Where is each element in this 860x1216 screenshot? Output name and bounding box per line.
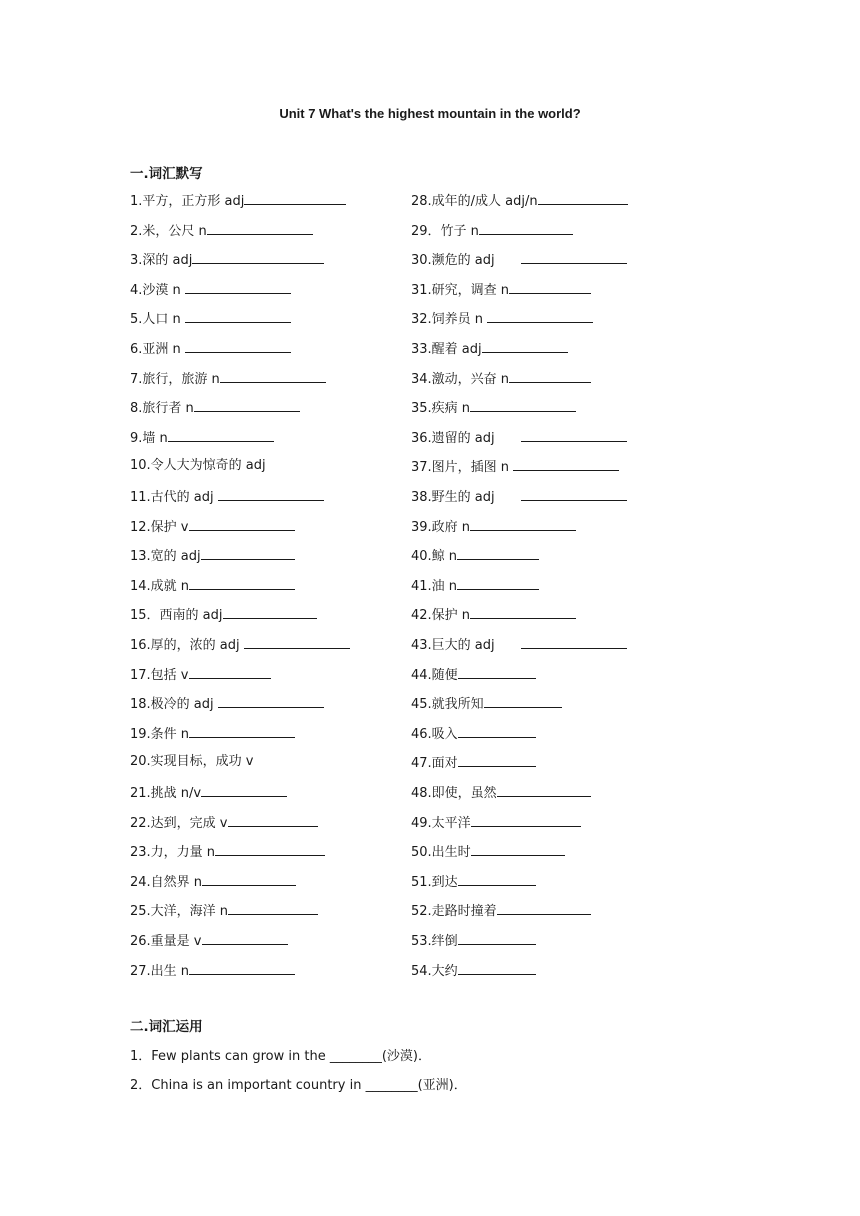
answer-blank[interactable]	[202, 930, 288, 945]
answer-blank[interactable]	[509, 368, 591, 383]
answer-blank[interactable]	[202, 871, 296, 886]
answer-blank[interactable]	[207, 220, 313, 235]
vocab-row	[0, 545, 860, 565]
vocab-prompt: 41.油 n	[411, 579, 458, 594]
vocab-row	[0, 368, 860, 388]
vocab-prompt: 44.随便	[411, 668, 458, 683]
vocab-item	[411, 368, 591, 390]
vocab-row	[0, 693, 860, 713]
vocab-item	[411, 308, 593, 330]
vocab-item	[130, 575, 295, 597]
vocab-item	[411, 220, 573, 242]
vocab-item	[130, 664, 271, 686]
vocab-prompt: 33.醒着 adj	[411, 342, 482, 357]
vocab-item	[411, 752, 536, 774]
vocab-item	[411, 604, 576, 626]
answer-blank[interactable]	[189, 723, 295, 738]
vocab-prompt: 5.人口 n	[130, 312, 185, 327]
vocab-prompt: 31.研究，调查 n	[411, 283, 510, 298]
vocab-row	[0, 930, 860, 950]
vocab-prompt: 43.巨大的 adj	[411, 638, 521, 653]
answer-blank[interactable]	[479, 220, 573, 235]
exercise-item: 2．China is an important country in ________(亚洲)．	[130, 1078, 467, 1093]
vocab-prompt: 21.挑战 n/v	[130, 786, 202, 801]
section-heading-vocab-usage: 二.词汇运用	[130, 1019, 203, 1035]
answer-blank[interactable]	[218, 486, 324, 501]
vocab-row	[0, 723, 860, 743]
vocab-row	[0, 249, 860, 269]
vocab-item	[130, 486, 324, 508]
vocab-item	[130, 960, 295, 982]
exercise-item: 1．Few plants can grow in the ________(沙漠)．	[130, 1049, 431, 1064]
vocab-prompt: 15．西南的 adj	[130, 608, 223, 623]
answer-blank[interactable]	[244, 190, 346, 205]
vocab-prompt: 28.成年的/成人 adj/n	[411, 194, 538, 209]
vocab-row	[0, 812, 860, 832]
vocab-prompt: 30.濒危的 adj	[411, 253, 521, 268]
vocab-item	[130, 190, 346, 212]
vocab-row	[0, 308, 860, 328]
vocab-item	[411, 900, 591, 922]
vocab-prompt: 19.条件 n	[130, 727, 190, 742]
vocab-prompt: 12.保护 v	[130, 520, 189, 535]
vocab-item	[411, 397, 576, 419]
answer-blank[interactable]	[521, 249, 627, 264]
answer-blank[interactable]	[189, 960, 295, 975]
answer-blank[interactable]	[168, 427, 274, 442]
answer-blank[interactable]	[470, 397, 576, 412]
answer-blank[interactable]	[471, 812, 581, 827]
answer-blank[interactable]	[218, 693, 324, 708]
vocab-item	[411, 634, 627, 656]
vocab-prompt: 17.包括 v	[130, 668, 189, 683]
answer-blank[interactable]	[215, 841, 325, 856]
answer-blank[interactable]	[521, 486, 627, 501]
vocab-item	[411, 249, 627, 271]
answer-blank[interactable]	[458, 930, 536, 945]
vocab-row	[0, 575, 860, 595]
vocab-item	[130, 220, 313, 242]
vocab-prompt: 7.旅行，旅游 n	[130, 372, 220, 387]
vocab-item	[130, 427, 274, 449]
answer-blank[interactable]	[458, 752, 536, 767]
vocab-row	[0, 279, 860, 299]
vocab-prompt: 38.野生的 adj	[411, 490, 521, 505]
vocab-prompt: 16.厚的，浓的 adj	[130, 638, 244, 653]
vocab-row	[0, 664, 860, 684]
answer-blank[interactable]	[189, 664, 271, 679]
answer-blank[interactable]	[458, 723, 536, 738]
vocab-prompt: 39.政府 n	[411, 520, 471, 535]
vocab-prompt: 4.沙漠 n	[130, 283, 185, 298]
answer-blank[interactable]	[471, 841, 565, 856]
answer-blank[interactable]	[189, 516, 295, 531]
answer-blank[interactable]	[201, 545, 295, 560]
vocab-item	[411, 338, 568, 360]
vocab-prompt: 20.实现目标，成功 v	[130, 754, 254, 769]
vocab-item	[130, 841, 325, 863]
vocab-prompt: 9.墙 n	[130, 431, 168, 446]
answer-blank[interactable]	[521, 427, 627, 442]
answer-blank[interactable]	[497, 782, 591, 797]
vocab-prompt: 36.遗留的 adj	[411, 431, 521, 446]
vocab-prompt: 24.自然界 n	[130, 875, 203, 890]
answer-blank[interactable]	[509, 279, 591, 294]
vocab-item	[130, 308, 291, 330]
vocab-item	[130, 249, 324, 271]
answer-blank[interactable]	[228, 812, 318, 827]
vocab-item	[411, 782, 591, 804]
vocab-prompt: 27.出生 n	[130, 964, 190, 979]
vocab-item	[411, 575, 539, 597]
vocab-row	[0, 516, 860, 536]
answer-blank[interactable]	[185, 308, 291, 323]
vocab-item	[130, 634, 350, 656]
vocab-prompt: 22.达到，完成 v	[130, 816, 228, 831]
vocab-prompt: 52.走路时撞着	[411, 904, 497, 919]
vocab-prompt: 26.重量是 v	[130, 934, 202, 949]
answer-blank[interactable]	[185, 279, 291, 294]
answer-blank[interactable]	[223, 604, 317, 619]
vocab-item	[130, 516, 295, 538]
vocab-prompt: 32.饲养员 n	[411, 312, 488, 327]
vocab-row	[0, 338, 860, 358]
vocab-prompt: 48.即使，虽然	[411, 786, 497, 801]
vocab-item	[411, 427, 627, 449]
vocab-prompt: 40.鲸 n	[411, 549, 458, 564]
vocab-row	[0, 900, 860, 920]
vocab-prompt: 53.绊倒	[411, 934, 458, 949]
vocab-item	[411, 693, 562, 715]
answer-blank[interactable]	[201, 782, 287, 797]
answer-blank[interactable]	[470, 604, 576, 619]
vocab-prompt: 25.大洋，海洋 n	[130, 904, 229, 919]
vocab-item	[411, 516, 576, 538]
vocab-item	[411, 871, 536, 893]
answer-blank[interactable]	[538, 190, 628, 205]
vocab-prompt: 2.米，公尺 n	[130, 224, 207, 239]
vocab-item	[130, 338, 291, 360]
vocab-prompt: 8.旅行者 n	[130, 401, 194, 416]
vocab-item	[411, 545, 539, 567]
answer-blank[interactable]	[189, 575, 295, 590]
vocab-row	[0, 486, 860, 506]
vocab-item	[411, 279, 591, 301]
vocab-row	[0, 220, 860, 240]
vocab-item	[130, 812, 318, 834]
vocab-item	[411, 930, 536, 952]
answer-blank[interactable]	[194, 397, 300, 412]
vocab-item	[130, 900, 318, 922]
vocab-prompt: 3.深的 adj	[130, 253, 193, 268]
vocab-item	[411, 190, 628, 212]
answer-blank[interactable]	[497, 900, 591, 915]
answer-blank[interactable]	[487, 308, 593, 323]
vocab-row	[0, 397, 860, 417]
vocab-item	[130, 545, 295, 567]
answer-blank[interactable]	[185, 338, 291, 353]
vocab-prompt: 37.图片，插图 n	[411, 460, 514, 475]
answer-blank[interactable]	[521, 634, 627, 649]
vocab-item	[411, 723, 536, 745]
vocab-item	[130, 752, 254, 772]
vocab-prompt: 35.疾病 n	[411, 401, 471, 416]
vocab-row	[0, 427, 860, 447]
vocab-item	[411, 486, 627, 508]
vocab-item	[411, 812, 581, 834]
vocab-row	[0, 841, 860, 861]
vocab-item	[130, 871, 296, 893]
section-heading-vocab-dictation: 一.词汇默写	[130, 166, 203, 182]
vocab-prompt: 18.极冷的 adj	[130, 697, 218, 712]
vocab-row	[0, 456, 860, 476]
vocab-prompt: 50.出生时	[411, 845, 471, 860]
page-title: Unit 7 What's the highest mountain in the world?	[279, 106, 581, 121]
vocab-item	[130, 368, 326, 390]
vocab-prompt: 42.保护 n	[411, 608, 471, 623]
vocab-row	[0, 634, 860, 654]
answer-blank[interactable]	[458, 871, 536, 886]
vocab-row	[0, 752, 860, 772]
vocab-item	[411, 456, 619, 478]
answer-blank[interactable]	[228, 900, 318, 915]
vocab-prompt: 14.成就 n	[130, 579, 190, 594]
vocab-prompt: 23.力，力量 n	[130, 845, 216, 860]
answer-blank[interactable]	[458, 960, 536, 975]
vocab-item	[411, 664, 536, 686]
vocab-item	[130, 693, 324, 715]
vocab-prompt: 13.宽的 adj	[130, 549, 201, 564]
vocab-prompt: 29．竹子 n	[411, 224, 479, 239]
answer-blank[interactable]	[470, 516, 576, 531]
vocab-item	[130, 397, 300, 419]
answer-blank[interactable]	[458, 664, 536, 679]
vocab-item	[130, 930, 288, 952]
vocab-prompt: 45.就我所知	[411, 697, 484, 712]
vocab-prompt: 46.吸入	[411, 727, 458, 742]
vocab-prompt: 47.面对	[411, 756, 458, 771]
answer-blank[interactable]	[484, 693, 562, 708]
vocab-item	[130, 456, 266, 476]
answer-blank[interactable]	[457, 545, 539, 560]
vocab-prompt: 6.亚洲 n	[130, 342, 185, 357]
vocab-prompt: 11.古代的 adj	[130, 490, 218, 505]
answer-blank[interactable]	[192, 249, 324, 264]
vocab-prompt: 1.平方，正方形 adj	[130, 194, 245, 209]
vocab-row	[0, 782, 860, 802]
vocab-row	[0, 871, 860, 891]
vocab-prompt: 51.到达	[411, 875, 458, 890]
answer-blank[interactable]	[513, 456, 619, 471]
answer-blank[interactable]	[457, 575, 539, 590]
vocab-prompt: 10.令人大为惊奇的 adj	[130, 458, 266, 473]
vocab-row	[0, 604, 860, 624]
vocab-item	[411, 960, 536, 982]
vocab-row	[0, 960, 860, 980]
answer-blank[interactable]	[244, 634, 350, 649]
vocab-prompt: 54.大约	[411, 964, 458, 979]
answer-blank[interactable]	[482, 338, 568, 353]
vocab-item	[130, 723, 295, 745]
vocab-item	[130, 279, 291, 301]
answer-blank[interactable]	[220, 368, 326, 383]
vocab-prompt: 34.激动，兴奋 n	[411, 372, 510, 387]
vocab-prompt: 49.太平洋	[411, 816, 471, 831]
vocab-item	[130, 604, 317, 626]
vocab-item	[130, 782, 287, 804]
vocab-row	[0, 190, 860, 210]
vocab-item	[411, 841, 565, 863]
